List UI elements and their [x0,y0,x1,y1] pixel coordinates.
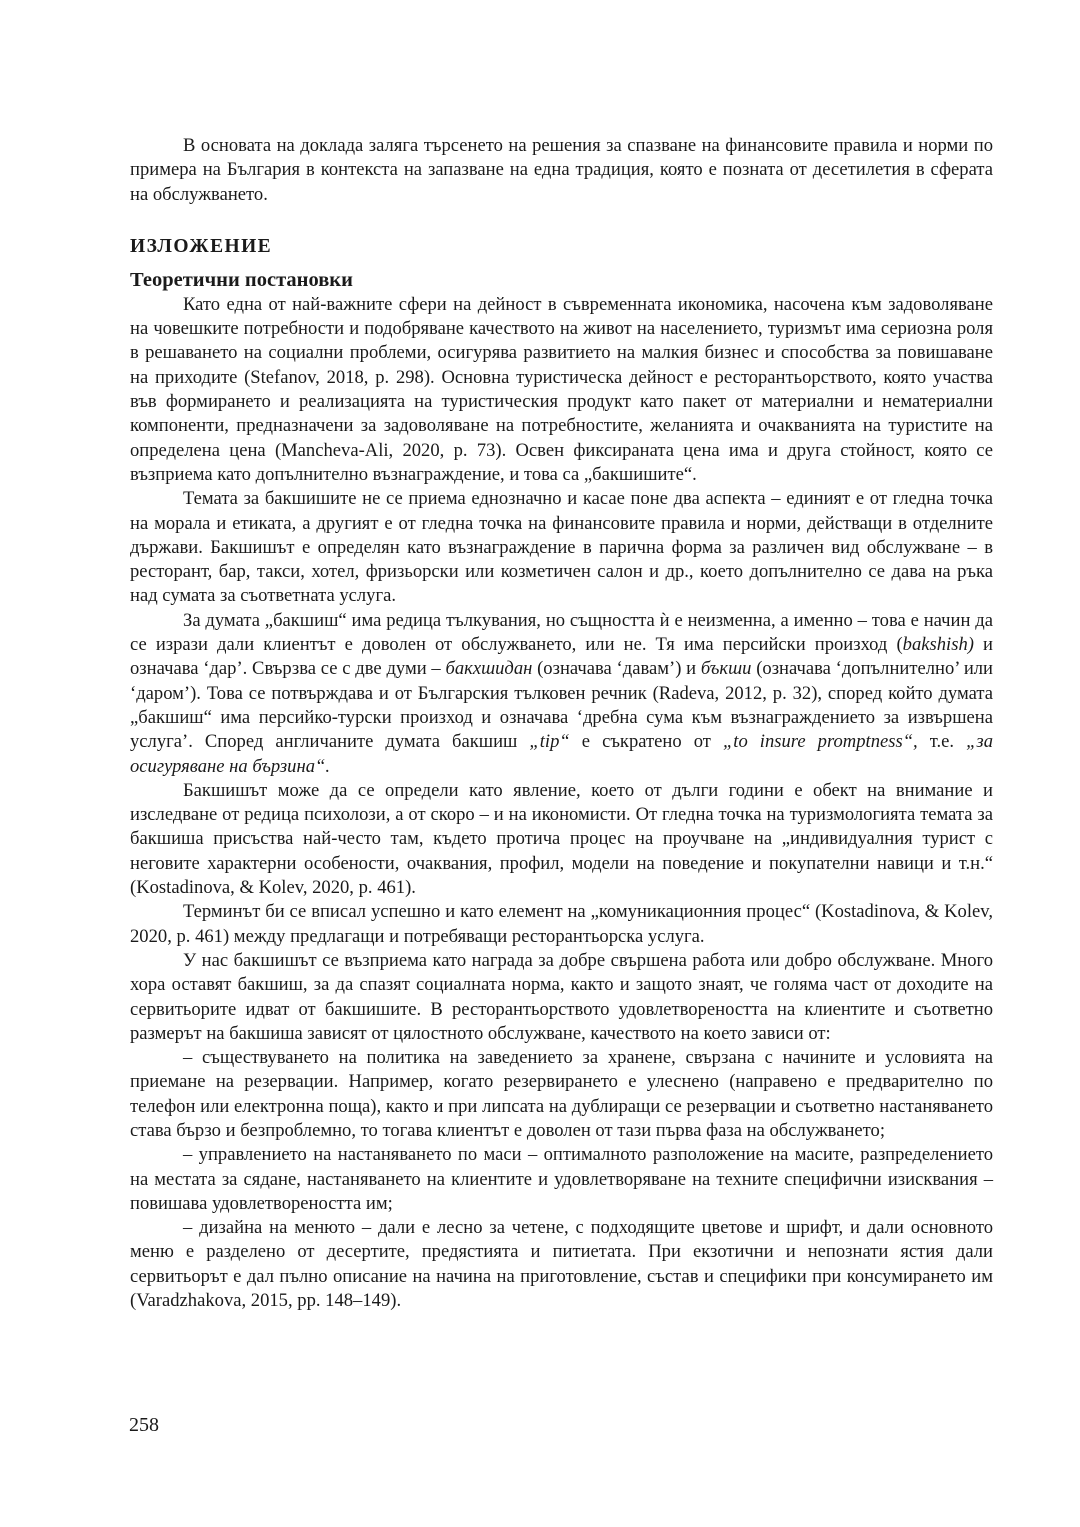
p3-text-g: (означава ‘допълнително’ или ‘даром’). Това се потвърждава и от Българския тълковен речник (Radeva, 2012, p. 32), според който думата „бакшиш“ има персийко-турски произход и означава ‘дребна сума към възнаграждението за извършена услуга’. Според англичаните думата бакшиш [130,658,994,753]
p3-term-insure: „to insure promptness“, [722,731,918,753]
text-column [130,134,993,1313]
paragraph-5: Терминът би се вписал успешно и като елемент на „комуникационния процес“ (Kostadinova, & Kolev, 2020, p. 461) между предлагащи и потребяващи ресторантьорска услуга. [130,901,993,947]
p3-term-bakshi: бъкши [700,658,752,680]
paragraph-1: Като една от най-важните сфери на дейност в съвременната икономика, насочена към задоволяване на човешките потребности и подобряване качеството на живот на населението, туризмът има сериозна роля в решаването на социални проблеми, осигурява развитието на малкия бизнес и способства за повишаване на приходите (Stefanov, 2018, p. 298). Основна туристическа дейност е ресторантьорството, която участва във формирането и реализацията на туристическия продукт като пакет от материални и нематериални компоненти, предназначени за задоволяване на потребностите, желанията и очакванията на туристите на определена цена (Mancheva-Ali, 2020, p. 73). Освен фиксираната цена има и друга стойност, която се възприема като допълнително възнаграждение, и това са „бакшишите“. [130,293,993,485]
list-item-menu: – дизайна на менюто – дали е лесно за четене, с подходящите цветове и шрифт, и дали основното меню е разделено от десертите, предястията и питиетата. При екзотични и непознати ястия дали сервитьорът е дал пълно описание на начина на приготовление, състав и специфики при консумирането им (Varadzhakova, 2015, pp. 148–149). [130,1217,993,1312]
section-heading: ИЗЛОЖЕНИЕ [130,235,273,257]
paragraph-3 [130,609,993,779]
p3-term-bakshish: bakshish) [902,634,974,656]
paragraph-2: Темата за бакшишите не се приема еднозначно и касае поне два аспекта – единият е от гледна точка на морала и етиката, а другият е от гледна точка на финансовите правила и норми, действащи в отделните държави. Бакшишът е определян като възнаграждение в парична форма за различен вид обслужване – в ресторант, бар, такси, хотел, фризьорски или козметичен салон и др., което допълнително се дава на ръка над сумата за съответната услуга. [130,488,993,607]
subsection-heading: Теоретични постановки [130,268,353,291]
list-item-reservations: – съществуването на политика на заведението за хранене, свързана с начините и условията на приемане на резервации. Например, когато резервирането е улеснено (направено е предварително по телефон или електронна поща), както и при липсата на дублиращи се резервации и съответно настаняването става бързо и безпроблемно, то тогава клиентът е доволен от тази първа фаза на обслужването; [130,1047,993,1141]
p3-text-e: (означава ‘давам’) и [532,658,701,680]
paragraph-4: Бакшишът може да се определи като явление, което от дълги години е обект на внимание и изследване от редица психолози, а от скоро – и на икономисти. От гледна точка на туризмологията темата за бакшиша присъства най-често там, където протича процес на проучване на „индивидуалния турист с неговите характерни особености, очаквания, профил, модели на поведение и покупателни навици и т.н.“ (Kostadinova, & Kolev, 2020, p. 461). [130,779,993,899]
p3-text-a: За думата „бакшиш“ има редица тълкувания, но същността ѝ е неизменна, а именно – това е начин да се изрази дали клиентът е доволен от обслужването, или не. Тя има персийски произход ( [130,609,993,656]
page-number: 258 [129,1414,159,1436]
list-item-seating: – управлението на настаняването по маси – оптималното разположение на масите, разпределението на местата за сядане, настаняването на клиентите и удовлетворяване на техните специфични изисквания – повишава удовлетвореността им; [130,1144,993,1214]
p3-text-k: т.е. [917,731,967,753]
paragraph-6: У нас бакшишът се възприема като награда за добре свършена работа или добро обслужване. Много хора оставят бакшиш, за да спазят социалната норма, както и защото знаят, че голяма част от доходите на сервитьорите идват от бакшишите. В ресторантьорството удовлетвореността на клиентите и съответно размерът на бакшиша зависят от цялостното обслужване, качеството на което зависи от: [130,949,993,1044]
intro-paragraph: В основата на доклада заляга търсенето на решения за спазване на финансовите правила и норми по примера на България в контекста на запазване на една традиция, която е позната от десетилетия в сферата на обслужването. [130,135,993,205]
p3-term-bulgarian: „за осигуряване на бързина“. [130,731,993,777]
p3-term-tip: „tip“ [529,731,570,753]
p3-text-c: и означава ‘дар’. Свързва се с две думи – [130,634,993,680]
p3-text-i: е съкратено от [569,731,723,753]
p3-term-bakhshidan: бакхшидан [445,658,533,680]
